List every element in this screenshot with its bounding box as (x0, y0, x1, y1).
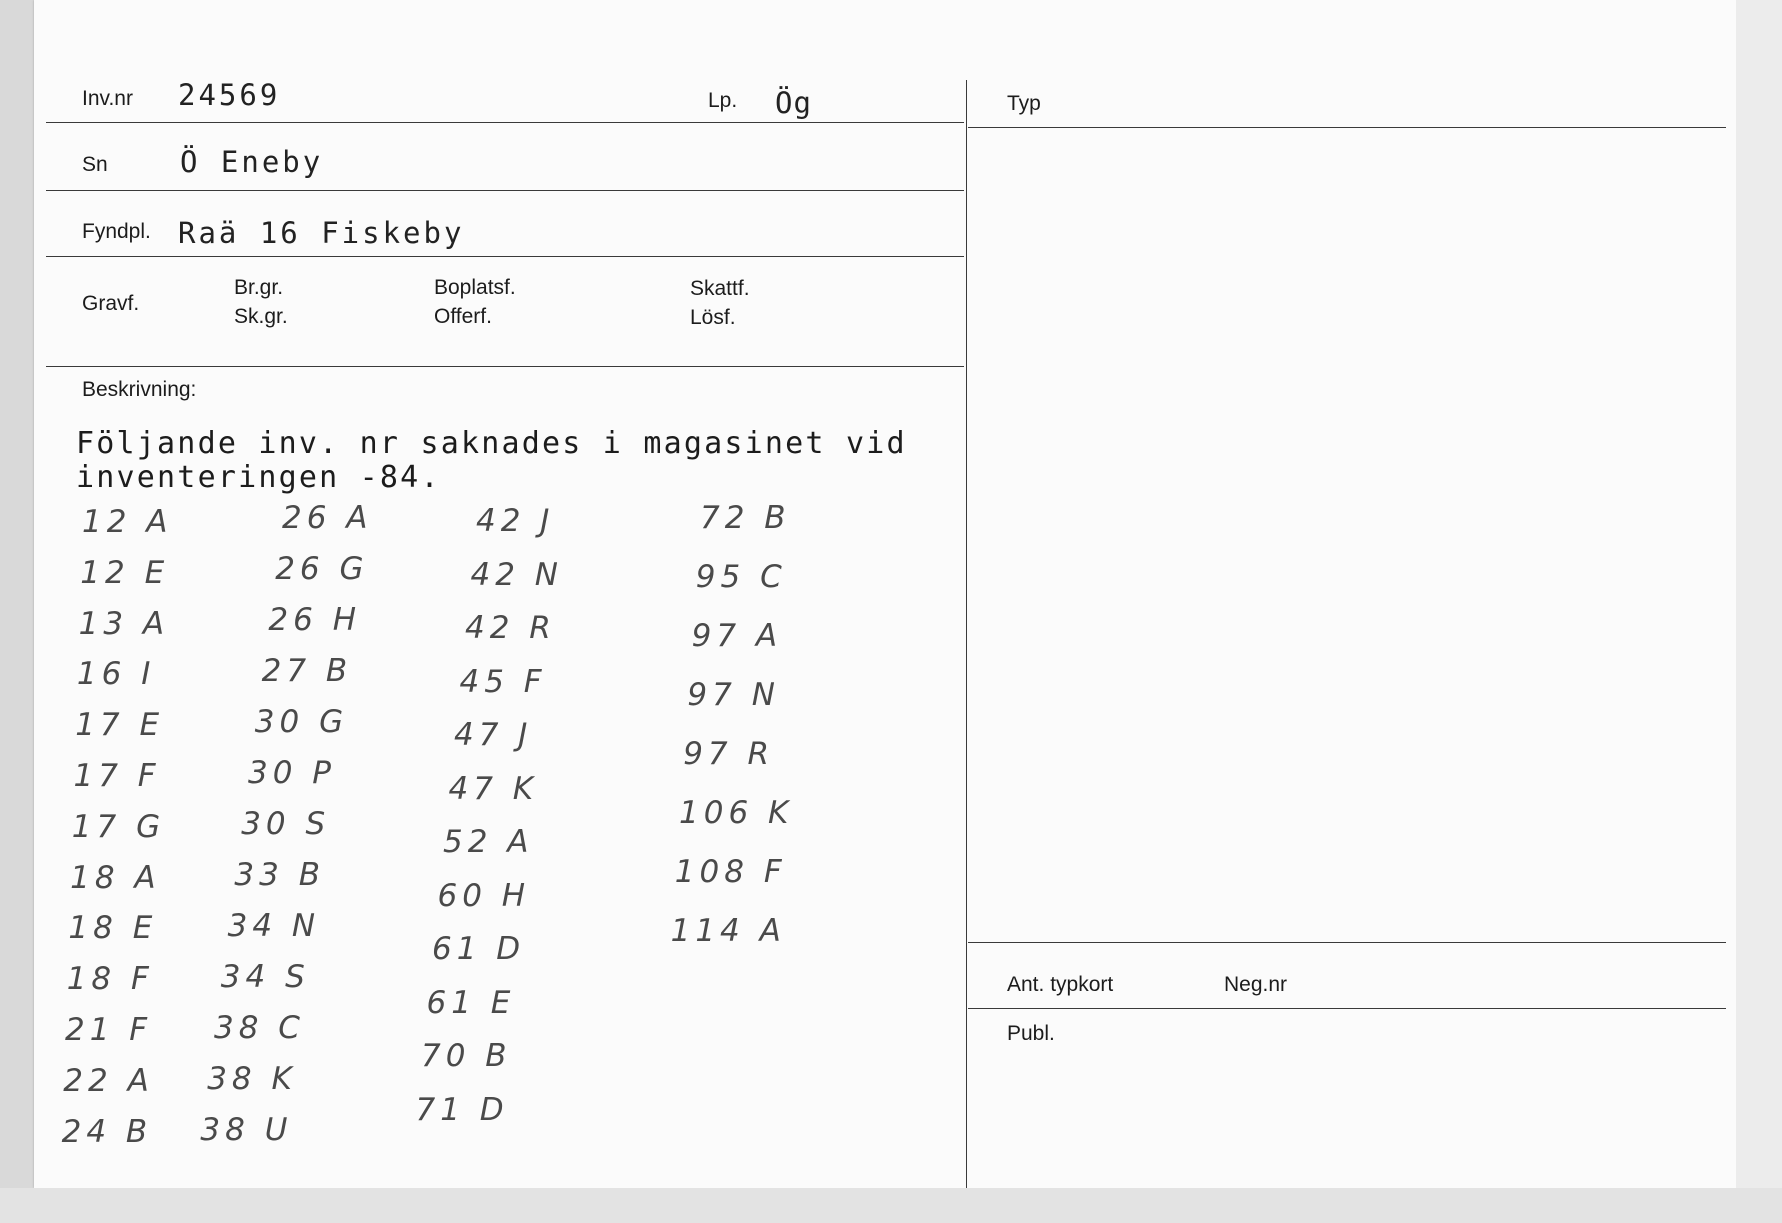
scan-margin-bottom (0, 1188, 1782, 1223)
sn-value: Ö Eneby (180, 145, 324, 179)
rule-find-types (46, 366, 964, 367)
handwritten-entry: 42 J (476, 503, 555, 539)
handwritten-entry: 72 B (700, 500, 791, 536)
handwritten-entry: 12 A (82, 504, 173, 540)
handwritten-entry: 114 A (670, 913, 786, 949)
publ-label: Publ. (1007, 1022, 1055, 1045)
handwritten-entry: 47 K (448, 770, 539, 807)
handwritten-entry: 45 F (459, 663, 547, 700)
gravf-label: Gravf. (82, 292, 140, 315)
boplatsf-label: Boplatsf. (434, 276, 516, 299)
handwritten-entry: 30 S (241, 806, 331, 842)
handwritten-entry: 21 F (65, 1012, 153, 1048)
handwritten-entry: 42 N (470, 556, 563, 593)
description-line-1: Följande inv. nr saknades i magasinet vid (76, 426, 907, 461)
handwritten-entry: 34 S (220, 959, 310, 995)
handwritten-entry: 108 F (674, 854, 787, 890)
handwritten-entry: 38 K (207, 1061, 297, 1097)
handwritten-entry: 16 I (76, 656, 156, 693)
offerf-label: Offerf. (434, 305, 492, 328)
handwritten-entry: 18 F (66, 961, 154, 998)
scan-margin-right (1736, 0, 1782, 1223)
handwritten-entry: 97 A (691, 618, 783, 654)
handwritten-entry: 34 N (227, 908, 321, 944)
fyndpl-value: Raä 16 Fiskeby (178, 216, 465, 250)
column-divider (966, 80, 967, 1188)
negnr-label: Neg.nr (1224, 973, 1288, 996)
handwritten-entry: 97 N (687, 677, 780, 713)
handwritten-entry: 52 A (443, 824, 534, 860)
skattf-label: Skattf. (690, 277, 750, 300)
handwritten-entry: 17 E (75, 707, 165, 744)
handwritten-entry: 42 R (465, 610, 556, 646)
handwritten-entry: 12 E (80, 554, 170, 591)
lp-value: Ög (775, 86, 812, 120)
rule-inv (46, 122, 964, 123)
ant-typkort-label: Ant. typkort (1007, 973, 1114, 996)
rule-ant-bottom (968, 1008, 1726, 1009)
handwritten-entry: 26 G (275, 551, 369, 587)
losf-label: Lösf. (690, 306, 736, 329)
inv-nr-label: Inv.nr (82, 87, 133, 110)
handwritten-entry: 30 G (254, 704, 349, 740)
rule-sn (46, 190, 964, 191)
handwritten-entry: 30 P (248, 755, 336, 791)
rule-fyndpl (46, 256, 964, 257)
inv-nr-value: 24569 (178, 78, 281, 112)
handwritten-entry: 26 A (282, 500, 373, 536)
handwritten-entry: 60 H (437, 877, 531, 914)
handwritten-entry: 26 H (268, 602, 362, 638)
rule-typ (968, 127, 1726, 128)
handwritten-entry: 71 D (415, 1091, 509, 1128)
sn-label: Sn (82, 153, 108, 176)
handwritten-entry: 38 C (214, 1010, 305, 1046)
handwritten-entry: 47 J (454, 717, 533, 753)
handwritten-entry: 61 E (426, 984, 516, 1021)
beskrivning-label: Beskrivning: (82, 378, 197, 401)
description-line-2: inventeringen -84. (76, 460, 441, 495)
lp-label: Lp. (708, 89, 738, 112)
skgr-label: Sk.gr. (234, 305, 288, 328)
handwritten-entry: 17 G (71, 808, 166, 845)
rule-ant-top (968, 942, 1726, 943)
handwritten-entry: 13 A (78, 605, 170, 642)
handwritten-entry: 17 F (73, 758, 161, 794)
fyndpl-label: Fyndpl. (82, 220, 151, 243)
handwritten-entry: 33 B (234, 857, 325, 893)
handwritten-entry: 61 D (432, 931, 526, 967)
handwritten-entry: 24 B (61, 1113, 153, 1150)
handwritten-entry: 70 B (421, 1038, 512, 1074)
handwritten-entry: 22 A (63, 1062, 154, 1099)
handwritten-entry: 18 A (70, 859, 161, 896)
handwritten-entry: 106 K (679, 795, 794, 831)
handwritten-entry: 95 C (695, 559, 787, 595)
typ-label: Typ (1007, 92, 1041, 115)
handwritten-entry: 18 E (68, 910, 158, 947)
brgr-label: Br.gr. (234, 276, 284, 299)
handwritten-entry: 27 B (261, 653, 353, 689)
handwritten-entry: 97 R (683, 736, 775, 772)
handwritten-entry: 38 U (200, 1112, 293, 1148)
